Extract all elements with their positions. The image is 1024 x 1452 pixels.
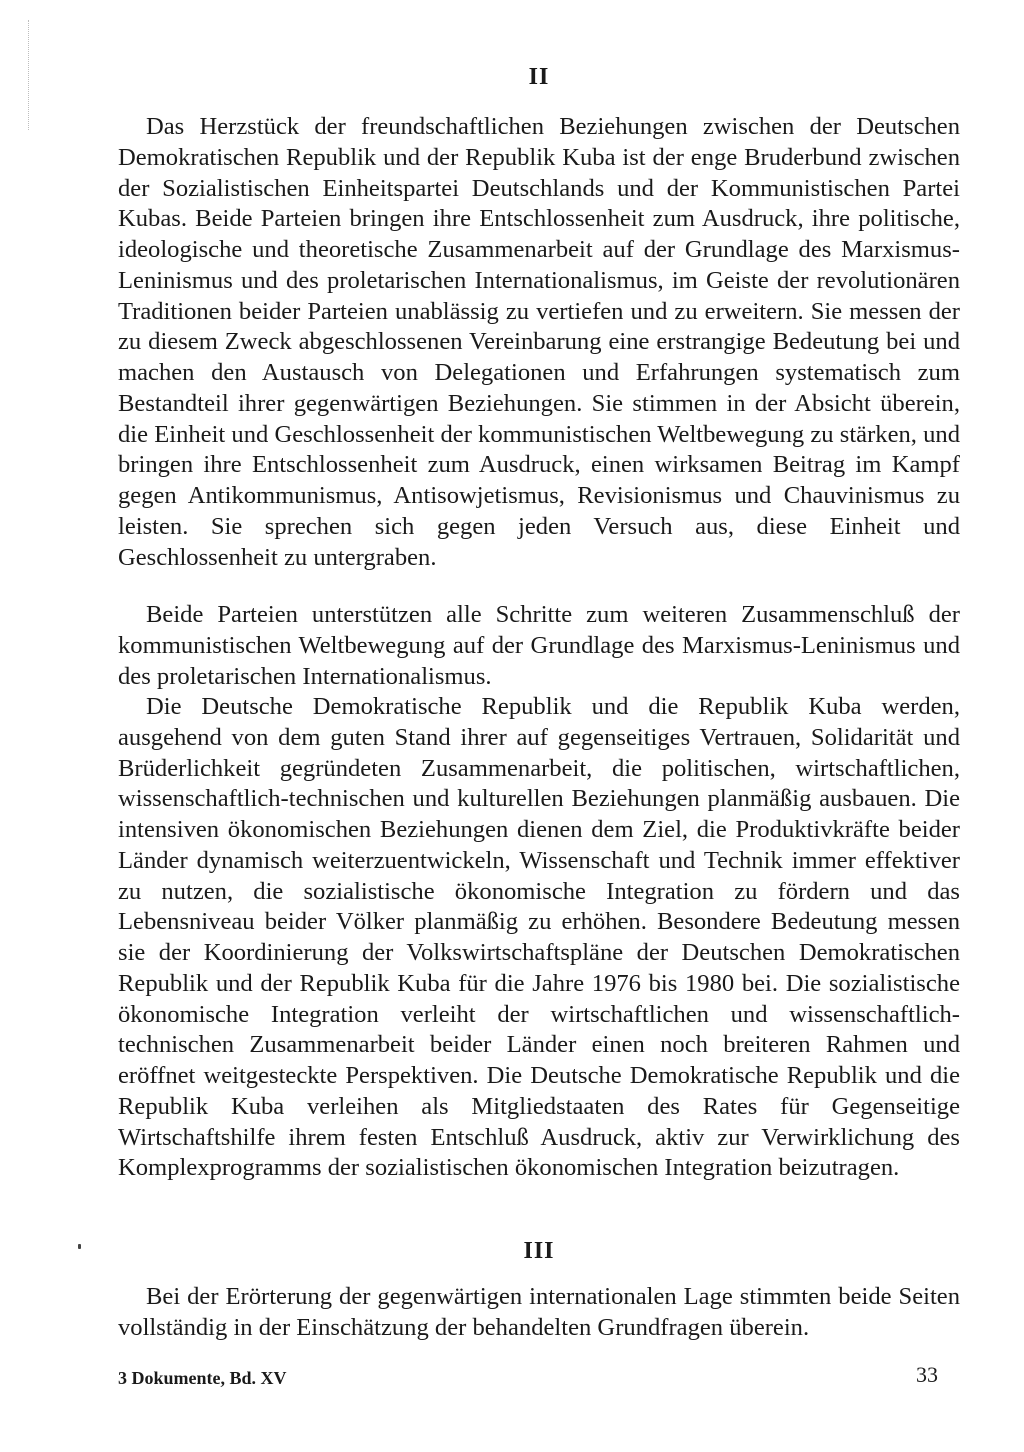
paragraph-communist-movement: Beide Parteien unterstützen alle Schritte zum weiteren Zusammenschluß der kommunistischen Weltbewegung auf der Grundlage des Marxismus-Leninismus und des proletarischen Internationalismus. — [118, 601, 960, 690]
paragraph-economic-relations: Die Deutsche Demokratische Republik und die Republik Kuba werden, ausgehend von dem guten Stand ihrer auf gegenseitiges Vertrauen, Solidarität und Brüderlichkeit gegründeten Zusammenarbeit, die politischen, wirtschaftlichen, wissenschaftlich-technischen und kulturellen Beziehungen planmäßig ausbauen. Die intensiven ökonomischen Beziehungen dienen dem Ziel, die Produktivkräfte beider Länder dynamisch weiterzuentwickeln, Wissenschaft und Technik immer effektiver zu nutzen, die sozialistische ökonomische Integration zu fördern und das Lebensniveau beider Völker planmäßig zu erhöhen. Besondere Bedeutung messen sie der Koordinierung der Volkswirtschaftspläne der Deutschen Demokratischen Republik und der Republik Kuba für die Jahre 1976 bis 1980 bei. Die sozialistische ökonomische Integration verleiht der wirtschaftlichen und wissenschaftlich-technischen Zusammenarbeit beider Länder einen noch breiteren Rahmen und eröffnet weitgesteckte Perspektiven. Die Deutsche Demokratische Republik und die Republik Kuba verleihen als Mitgliedstaaten des Rates für Gegenseitige Wirtschaftshilfe ihrem festen Entschluß Ausdruck, aktiv zur Verwirklichung des Komplexprogramms der sozialistischen ökonomischen Integration beizutragen. — [118, 693, 960, 1182]
section-heading-iii: III — [523, 1238, 555, 1264]
margin-scan-mark — [28, 20, 31, 130]
page-number: 33 — [916, 1362, 938, 1387]
paragraph-party-relations: Das Herzstück der freundschaftlichen Beziehungen zwischen der Deutschen Demokratischen Republik und der Republik Kuba ist der enge Bruderbund zwischen der Sozialistischen Einheitspartei Deutschlands und der Kommunistischen Partei Kubas. Beide Parteien bringen ihre Entschlossenheit zum Ausdruck, ihre politische, ideologische und theoretische Zusammenarbeit auf der Grundlage des Marxismus-Leninismus und des proletarischen Internationalismus, im Geiste der revolutionären Traditionen beider Parteien unablässig zu vertiefen und zu erweitern. Sie messen der zu diesem Zweck abgeschlossenen Vereinbarung eine erstrangige Bedeutung bei und machen den Austausch von Delegationen und Erfahrungen systematisch zum Bestandteil ihrer gegenwärtigen Beziehungen. Sie stimmen in der Absicht überein, die Einheit und Geschlossenheit der kommunistischen Weltbewegung zu stärken, und bringen ihre Entschlossenheit zum Ausdruck, einen wirksamen Beitrag im Kampf gegen Antikommunismus, Antisowjetismus, Revisionismus und Chauvinismus zu leisten. Sie sprechen sich gegen jeden Versuch aus, diese Einheit und Geschlossenheit zu untergraben. — [118, 113, 960, 571]
paragraph-international-situation: Bei der Erörterung der gegenwärtigen internationalen Lage stimmten beide Seiten vollständig in der Einschätzung der behandelten Grundfragen überein. — [118, 1283, 960, 1341]
section-heading-ii: II — [528, 64, 550, 90]
footer-signature: 3 Dokumente, Bd. XV — [118, 1368, 287, 1388]
margin-dot — [78, 1244, 81, 1249]
